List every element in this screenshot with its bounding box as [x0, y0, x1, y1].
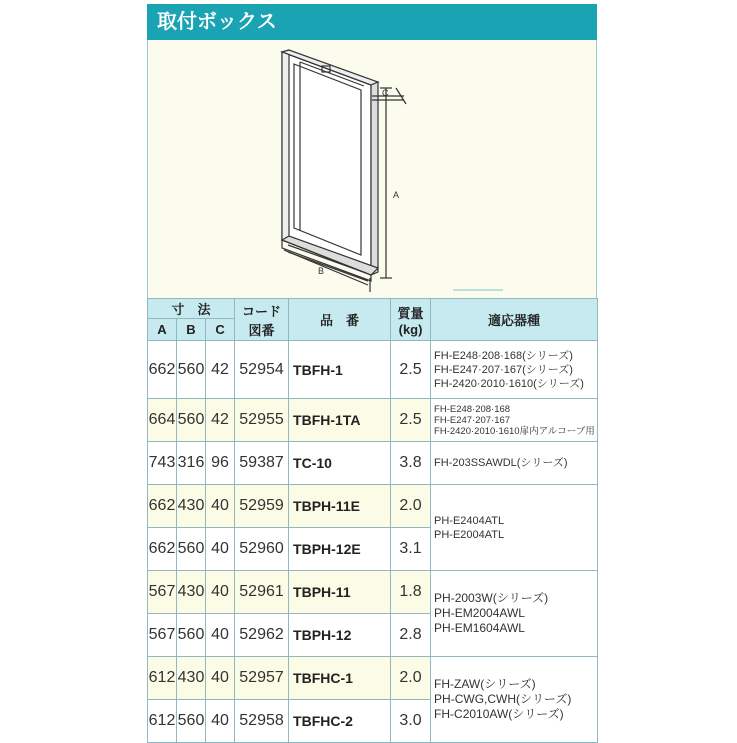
- code-header: [235, 299, 289, 341]
- part-number-cell: TBFH-1: [289, 341, 391, 399]
- weight-cell: 2.5: [391, 341, 431, 399]
- dim-c-cell: 40: [206, 485, 235, 528]
- applicable-cell: [431, 341, 598, 399]
- table-row: [148, 399, 598, 442]
- dim-a-header: A: [148, 319, 177, 341]
- dimension-a-label: A: [393, 190, 400, 200]
- dim-a-cell: 662: [148, 485, 177, 528]
- table-row: [148, 442, 598, 485]
- table-row: [148, 341, 598, 399]
- weight-cell: 1.8: [391, 571, 431, 614]
- dim-a-cell: 612: [148, 657, 177, 700]
- dim-a-cell: 567: [148, 571, 177, 614]
- code-cell: 52961: [235, 571, 289, 614]
- applicable-model: PH-EM1604AWL: [434, 621, 525, 635]
- table-row: [148, 485, 598, 528]
- dim-c-header: C: [206, 319, 235, 341]
- applicable-model: FH-E248·208·168: [434, 403, 511, 415]
- dim-b-cell: 560: [177, 528, 206, 571]
- dim-b-cell: 560: [177, 399, 206, 442]
- code-cell: 52959: [235, 485, 289, 528]
- part-number-cell: TBPH-12E: [289, 528, 391, 571]
- product-diagram: [147, 40, 597, 298]
- applicable-model: FH-E248·208·168(シリーズ): [434, 349, 573, 362]
- applicable-model: FH-2420·2010·1610扉内アルコーブ用: [434, 425, 595, 437]
- code-cell: 52960: [235, 528, 289, 571]
- applicable-cell: [431, 657, 598, 743]
- dim-c-cell: 40: [206, 528, 235, 571]
- weight-cell: 2.5: [391, 399, 431, 442]
- applicable-model: FH-C2010AW(シリーズ): [434, 707, 564, 721]
- part-number-cell: TBFHC-1: [289, 657, 391, 700]
- mounting-box-illustration: [148, 40, 598, 298]
- applicable-cell: [431, 571, 598, 657]
- dim-b-cell: 560: [177, 341, 206, 399]
- part-number-cell: TBFH-1TA: [289, 399, 391, 442]
- code-cell: 52958: [235, 700, 289, 743]
- applicable-cell: [431, 399, 598, 442]
- dim-b-cell: 560: [177, 614, 206, 657]
- dim-a-cell: 612: [148, 700, 177, 743]
- applicable-model: PH-CWG,CWH(シリーズ): [434, 692, 572, 706]
- code-cell: 52962: [235, 614, 289, 657]
- dim-c-cell: 42: [206, 341, 235, 399]
- dim-b-cell: 560: [177, 700, 206, 743]
- weight-header: [391, 299, 431, 341]
- dim-a-cell: 567: [148, 614, 177, 657]
- applicable-model: PH-E2004ATL: [434, 528, 505, 541]
- dim-b-cell: 430: [177, 485, 206, 528]
- dimension-b-label: B: [318, 266, 325, 276]
- dim-c-cell: 40: [206, 700, 235, 743]
- code-header-top: コード: [242, 303, 282, 319]
- dim-b-cell: 430: [177, 657, 206, 700]
- spec-table: [147, 298, 598, 743]
- applicable-cell: [431, 442, 598, 485]
- dim-c-cell: 40: [206, 571, 235, 614]
- weight-header-top: 質量: [397, 305, 424, 321]
- weight-cell: 2.8: [391, 614, 431, 657]
- dim-c-cell: 40: [206, 614, 235, 657]
- dim-a-cell: 662: [148, 528, 177, 571]
- applicable-model: FH-203SSAWDL(シリーズ): [434, 457, 568, 469]
- dim-a-cell: 743: [148, 442, 177, 485]
- applicable-model: FH-E247·207·167: [434, 414, 511, 426]
- weight-cell: 3.8: [391, 442, 431, 485]
- applicable-model: FH-ZAW(シリーズ): [434, 677, 536, 691]
- part-number-cell: TBFHC-2: [289, 700, 391, 743]
- page-title: 取付ボックス: [147, 4, 597, 40]
- dim-c-cell: 40: [206, 657, 235, 700]
- code-cell: 52955: [235, 399, 289, 442]
- dim-c-cell: 96: [206, 442, 235, 485]
- code-header-bottom: 図番: [248, 322, 275, 338]
- weight-cell: 3.0: [391, 700, 431, 743]
- part-number-cell: TBPH-11: [289, 571, 391, 614]
- dimension-c-label: C: [382, 88, 389, 98]
- dim-b-header: B: [177, 319, 206, 341]
- applicable-model: PH-E2404ATL: [434, 514, 505, 527]
- applicable-model: PH-2003W(シリーズ): [434, 591, 549, 605]
- weight-header-bottom: (kg): [398, 321, 423, 337]
- dim-b-cell: 430: [177, 571, 206, 614]
- dim-b-cell: 316: [177, 442, 206, 485]
- applicable-model: FH-E247·207·167(シリーズ): [434, 363, 573, 376]
- weight-cell: 3.1: [391, 528, 431, 571]
- dim-a-cell: 664: [148, 399, 177, 442]
- code-cell: 52957: [235, 657, 289, 700]
- applicable-model: PH-EM2004AWL: [434, 606, 525, 620]
- code-cell: 59387: [235, 442, 289, 485]
- dim-a-cell: 662: [148, 341, 177, 399]
- applicable-cell: [431, 485, 598, 571]
- applicable-header: 適応器種: [431, 299, 598, 341]
- table-row: [148, 571, 598, 614]
- part-number-cell: TC-10: [289, 442, 391, 485]
- applicable-model: FH-2420·2010·1610(シリーズ): [434, 377, 584, 390]
- dimensions-header: 寸 法: [148, 299, 235, 319]
- part-number-cell: TBPH-12: [289, 614, 391, 657]
- table-row: [148, 657, 598, 700]
- weight-cell: 2.0: [391, 485, 431, 528]
- weight-cell: 2.0: [391, 657, 431, 700]
- part-number-header: 品 番: [289, 299, 391, 341]
- part-number-cell: TBPH-11E: [289, 485, 391, 528]
- code-cell: 52954: [235, 341, 289, 399]
- dim-c-cell: 42: [206, 399, 235, 442]
